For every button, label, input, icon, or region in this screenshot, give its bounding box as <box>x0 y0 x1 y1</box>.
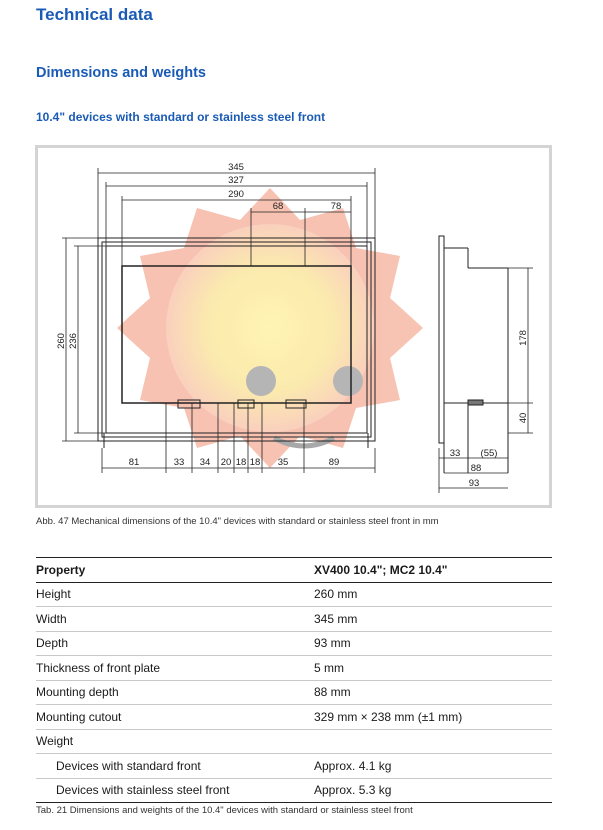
dim-chain-2: 33 <box>173 457 185 468</box>
dim-chain-5: 18 <box>235 457 247 468</box>
dim-depth-height: 178 <box>518 330 529 346</box>
table-row <box>36 607 552 632</box>
header-property: Property <box>36 558 314 583</box>
dim-bottom-offset: 40 <box>518 412 529 424</box>
table-row <box>36 705 552 730</box>
dim-total-depth: 93 <box>468 478 480 489</box>
section-title: Dimensions and weights <box>36 65 206 81</box>
table-row <box>36 680 552 705</box>
dim-offset-b: 78 <box>330 201 342 212</box>
figure-caption: Abb. 47 Mechanical dimensions of the 10.4" devices with standard or stainless steel front in mm <box>36 516 439 527</box>
dimension-drawing <box>35 145 552 508</box>
table-row <box>36 754 552 779</box>
dim-height-outer: 260 <box>56 333 67 349</box>
row-property: Mounting cutout <box>36 705 314 730</box>
dimension-drawing-svg <box>38 148 549 505</box>
table-row <box>36 778 552 803</box>
row-value: 93 mm <box>314 631 552 656</box>
dim-chain-6: 18 <box>249 457 261 468</box>
subsection-title: 10.4" devices with standard or stainless steel front <box>36 110 326 124</box>
header-model: XV400 10.4"; MC2 10.4" <box>314 558 552 583</box>
table-row <box>36 729 552 754</box>
dim-side-33: 33 <box>449 448 461 459</box>
table-row <box>36 631 552 656</box>
dim-side-55: (55) <box>480 448 498 459</box>
row-value: 260 mm <box>314 582 552 607</box>
dim-height-cutout: 236 <box>68 333 79 349</box>
dim-offset-a: 68 <box>272 201 284 212</box>
dim-chain-3: 34 <box>199 457 211 468</box>
dim-chain-1: 81 <box>128 457 140 468</box>
dim-mounting-depth: 88 <box>470 463 482 474</box>
row-property: Thickness of front plate <box>36 656 314 681</box>
dim-chain-7: 35 <box>277 457 289 468</box>
page-title: Technical data <box>36 5 153 24</box>
row-value: 5 mm <box>314 656 552 681</box>
dim-width-display: 290 <box>228 189 244 200</box>
table-caption: Tab. 21 Dimensions and weights of the 10.4" devices with standard or stainless steel front <box>36 805 413 816</box>
side-dimensions <box>439 268 533 493</box>
row-value: 88 mm <box>314 680 552 705</box>
table-header-row <box>36 558 552 583</box>
row-property: Devices with standard front <box>36 754 314 779</box>
row-property: Mounting depth <box>36 680 314 705</box>
row-value: Approx. 4.1 kg <box>314 754 552 779</box>
row-property: Width <box>36 607 314 632</box>
row-value: Approx. 5.3 kg <box>314 778 552 803</box>
watermark-sun-icon <box>117 188 423 468</box>
row-value: 345 mm <box>314 607 552 632</box>
side-view <box>439 236 508 473</box>
table-row <box>36 582 552 607</box>
dim-width-cutout: 327 <box>228 175 244 186</box>
row-property: Depth <box>36 631 314 656</box>
row-value <box>314 729 552 754</box>
properties-table <box>36 557 552 803</box>
dim-chain-4: 20 <box>220 457 232 468</box>
row-value: 329 mm × 238 mm (±1 mm) <box>314 705 552 730</box>
row-property: Weight <box>36 729 314 754</box>
table-row <box>36 656 552 681</box>
row-property: Height <box>36 582 314 607</box>
row-property: Devices with stainless steel front <box>36 778 314 803</box>
dim-chain-8: 89 <box>328 457 340 468</box>
dim-width-outer: 345 <box>228 162 244 173</box>
